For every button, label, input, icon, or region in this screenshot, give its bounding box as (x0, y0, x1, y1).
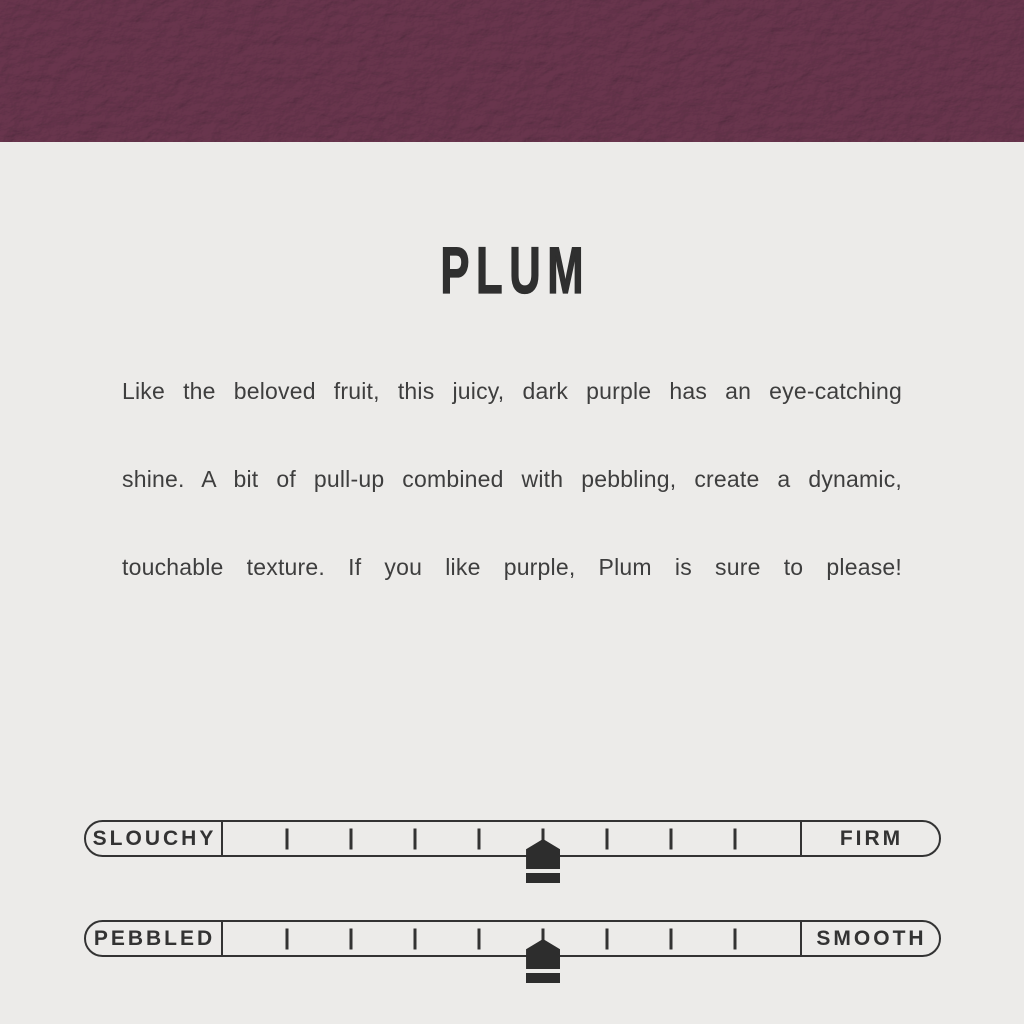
slider-scale (223, 822, 800, 855)
scale-tick (477, 828, 480, 849)
scale-tick (477, 928, 480, 949)
page-title: PLUM (440, 233, 591, 307)
property-scales (84, 820, 941, 957)
description-line: Like the beloved fruit, this juicy, dark purple has an eye-catching (122, 378, 902, 404)
slider-left-label-text: PEBBLED (93, 926, 216, 950)
scale-tick (285, 828, 288, 849)
slider-marker (526, 839, 560, 883)
scale-tick (413, 928, 416, 949)
scale-tick (734, 828, 737, 849)
scale-tick (349, 828, 352, 849)
marker-head (526, 939, 560, 969)
slider-track (84, 920, 941, 957)
scale-tick (670, 828, 673, 849)
slider-slouchy-firm (84, 820, 941, 857)
swatch-card (0, 142, 1024, 957)
slider-right-label-text: FIRM (839, 826, 904, 850)
marker-base (526, 873, 560, 883)
scale-tick (413, 828, 416, 849)
slider-pebbled-smooth (84, 920, 941, 957)
leather-swatch-banner (0, 0, 1024, 142)
slider-scale (223, 922, 800, 955)
scale-tick (349, 928, 352, 949)
marker-head (526, 839, 560, 869)
scale-tick (670, 928, 673, 949)
slider-left-label (86, 822, 223, 855)
scale-tick (734, 928, 737, 949)
slider-right-label (800, 822, 939, 855)
slider-left-label (86, 922, 223, 955)
slider-right-label-text: SMOOTH (816, 926, 927, 950)
slider-track (84, 820, 941, 857)
slider-right-label (800, 922, 939, 955)
scale-tick (285, 928, 288, 949)
scale-tick (606, 928, 609, 949)
marker-base (526, 973, 560, 983)
description-line: touchable texture. If you like purple, Plum is sure to please! (122, 554, 902, 580)
description-line: shine. A bit of pull-up combined with pebbling, create a dynamic, (122, 466, 902, 492)
scale-tick (606, 828, 609, 849)
description (122, 359, 902, 600)
slider-left-label-text: SLOUCHY (92, 826, 217, 850)
slider-marker (526, 939, 560, 983)
leather-texture-image (0, 0, 1024, 142)
